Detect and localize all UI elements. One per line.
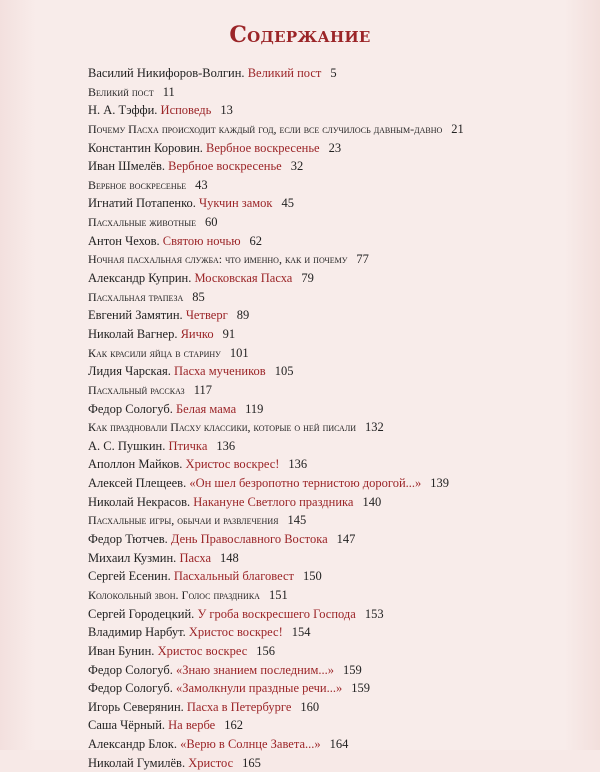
toc-entry: [88, 83, 593, 102]
toc-work-title: Исповедь: [160, 103, 212, 118]
toc-section-title: Пасхальные животные: [88, 215, 196, 230]
toc-section-title: Вербное воскресенье: [88, 177, 187, 192]
toc-entry: [88, 455, 593, 474]
toc-entry: [88, 418, 593, 437]
toc-page-number: 140: [362, 494, 382, 509]
toc-section-title: Как праздновали Пасху классики, которые о ней писали: [88, 420, 357, 435]
toc-entry: [88, 400, 593, 419]
toc-section-title: Как красили яйца в старину: [88, 345, 221, 360]
toc-page-number: 91: [222, 326, 236, 341]
toc-author: Сергей Есенин.: [88, 569, 171, 584]
toc-entry: [88, 101, 593, 120]
toc-author: Евгений Замятин.: [88, 308, 183, 323]
toc-work-title: Вербное воскресенье: [206, 140, 320, 155]
toc-author: Николай Гумилёв.: [88, 755, 186, 770]
toc-work-title: Вербное воскресенье: [168, 159, 282, 174]
toc-entry: [88, 567, 593, 586]
toc-page-number: 5: [330, 66, 337, 80]
toc-author: Федор Сологуб.: [88, 401, 173, 416]
toc-page-number: 150: [302, 569, 322, 584]
toc-section-title: Великий пост: [88, 84, 154, 99]
toc-entry: [88, 474, 593, 493]
toc-entry: [88, 306, 593, 325]
toc-work-title: Христос воскрес!: [185, 457, 280, 472]
toc-entry: [88, 549, 593, 568]
toc-entry: [88, 735, 593, 754]
toc-work-title: Пасха в Петербурге: [186, 699, 292, 714]
toc-page-number: 162: [224, 718, 243, 733]
toc-author: Федор Сологуб.: [88, 681, 173, 696]
toc-entry: [88, 698, 593, 717]
toc-page-number: 23: [328, 140, 342, 155]
toc-page-number: 159: [343, 662, 362, 677]
toc-page-number: 148: [220, 550, 239, 565]
toc-entry: [88, 232, 593, 251]
toc-entry: [88, 325, 593, 344]
toc-entry: [88, 511, 593, 530]
toc-entry: [88, 194, 593, 213]
toc-entry: [88, 362, 593, 381]
toc-work-title: У гроба воскресшего Господа: [197, 606, 356, 621]
toc-section-title: Почему Пасха происходит каждый год, если все случилось давным-давно: [88, 121, 443, 136]
toc-work-title: «Знаю знанием последним...»: [175, 662, 335, 677]
toc-work-title: «Верю в Солнце Завета...»: [180, 737, 321, 752]
toc-work-title: «Он шел безропотно тернистою дорогой...»: [189, 476, 422, 491]
toc-author: А. С. Пушкин.: [88, 438, 166, 453]
toc-entry: [88, 716, 593, 735]
toc-work-title: Накануне Светлого праздника: [193, 494, 354, 509]
toc-entry: [88, 642, 593, 661]
toc-page-number: 164: [329, 737, 349, 752]
toc-author: Иван Шмелёв.: [88, 159, 166, 174]
toc-page-number: 159: [351, 681, 370, 696]
toc-work-title: Христос воскрес!: [188, 625, 283, 640]
toc-author: Василий Никифоров-Волгин.: [88, 66, 245, 80]
toc-author: Антон Чехов.: [88, 233, 160, 248]
toc-page-number: 132: [365, 420, 384, 435]
toc-page-number: 117: [193, 382, 212, 397]
toc-section-title: Пасхальная трапеза: [88, 289, 184, 304]
toc-entry: [88, 586, 593, 605]
toc-page-number: 89: [236, 308, 250, 323]
toc-page-number: 153: [364, 606, 384, 621]
toc-page-number: 79: [301, 271, 314, 286]
toc-entry: [88, 754, 593, 772]
toc-page-number: 145: [287, 513, 307, 528]
toc-work-title: Великий пост: [247, 66, 322, 80]
toc-page-number: 77: [356, 252, 369, 267]
toc-entry: [88, 139, 593, 158]
toc-page-number: 139: [430, 476, 450, 491]
toc-entry: [88, 64, 593, 83]
toc-author: Михаил Кузмин.: [88, 550, 177, 565]
toc-work-title: День Православного Востока: [170, 532, 328, 547]
toc-author: Владимир Нарбут.: [88, 625, 186, 640]
toc-page-number: 160: [300, 699, 320, 714]
toc-author: Лидия Чарская.: [88, 364, 171, 379]
toc-page-number: 119: [245, 401, 264, 416]
toc-entry: [88, 269, 593, 288]
toc-page-number: 13: [220, 103, 233, 118]
toc-page-number: 151: [268, 587, 288, 602]
toc-author: Иван Бунин.: [88, 643, 155, 658]
toc-entry: [88, 679, 593, 698]
toc-author: Аполлон Майков.: [88, 457, 183, 472]
toc-work-title: Московская Пасха: [194, 271, 293, 286]
toc-work-title: Пасха: [179, 550, 212, 565]
toc-entry: [88, 493, 593, 512]
toc-entry: [88, 213, 593, 232]
toc-page-number: 136: [216, 438, 236, 453]
toc-work-title: Пасха мучеников: [174, 364, 266, 379]
toc-section-title: Пасхальные игры, обычаи и развлечения: [88, 513, 279, 528]
toc-author: Федор Сологуб.: [88, 662, 173, 677]
toc-author: Николай Вагнер.: [88, 326, 178, 341]
toc-page-number: 11: [162, 84, 175, 99]
toc-page-number: 147: [336, 532, 356, 547]
toc-work-title: Белая мама: [175, 401, 237, 416]
toc-section-title: Колокольный звон. Голос праздника: [88, 587, 260, 602]
toc-author: Саша Чёрный.: [88, 718, 166, 733]
toc-section-title: Пасхальный рассказ: [88, 382, 185, 397]
toc-author: Сергей Городецкий.: [88, 606, 195, 621]
toc-entry: [88, 344, 593, 363]
toc-work-title: Христос воскрес: [157, 643, 248, 658]
page-title: Содержание: [229, 22, 371, 48]
toc-page-number: 45: [281, 196, 294, 211]
toc-entry: [88, 157, 593, 176]
toc-entry: [88, 605, 593, 624]
toc-entry: [88, 623, 593, 642]
toc-entry: [88, 120, 593, 139]
toc-entry: [88, 661, 593, 680]
toc-work-title: Пасхальный благовест: [173, 569, 294, 584]
toc-author: Александр Куприн.: [88, 271, 192, 286]
toc-page-number: 60: [204, 215, 218, 230]
toc-page-number: 32: [290, 159, 304, 174]
toc-entry: [88, 381, 593, 400]
toc-page-number: 156: [256, 643, 276, 658]
toc-author: Константин Коровин.: [88, 140, 203, 155]
toc-author: Николай Некрасов.: [88, 494, 191, 509]
toc-work-title: Четверг: [185, 308, 228, 323]
toc-author: Игнатий Потапенко.: [88, 196, 196, 211]
toc-page-number: 21: [451, 121, 464, 136]
toc-entry: [88, 176, 593, 195]
toc-author: Игорь Северянин.: [88, 699, 184, 714]
table-of-contents: [88, 64, 593, 772]
toc-work-title: Яичко: [180, 326, 214, 341]
toc-page-number: 101: [229, 345, 249, 360]
toc-entry: [88, 437, 593, 456]
toc-work-title: Святою ночью: [162, 233, 241, 248]
toc-section-title: Ночная пасхальная служба: что именно, как и почему: [88, 252, 348, 267]
toc-author: Александр Блок.: [88, 737, 177, 752]
toc-entry: [88, 530, 593, 549]
toc-page-number: 154: [291, 625, 311, 640]
toc-page-number: 43: [195, 177, 208, 192]
toc-page-number: 105: [274, 364, 294, 379]
toc-entry: [88, 250, 593, 269]
toc-work-title: На вербе: [168, 718, 216, 733]
toc-work-title: Христос: [188, 755, 234, 770]
toc-page-number: 136: [288, 457, 308, 472]
toc-author: Федор Тютчев.: [88, 532, 168, 547]
toc-entry: [88, 288, 593, 307]
toc-author: Алексей Плещеев.: [88, 476, 187, 491]
toc-work-title: «Замолкнули праздные речи...»: [175, 681, 343, 696]
toc-work-title: Чукчин замок: [199, 196, 273, 211]
toc-work-title: Птичка: [168, 438, 208, 453]
toc-author: Н. А. Тэффи.: [88, 103, 158, 118]
toc-page-number: 165: [242, 755, 261, 770]
toc-page-number: 62: [249, 233, 263, 248]
toc-page-number: 85: [192, 289, 205, 304]
